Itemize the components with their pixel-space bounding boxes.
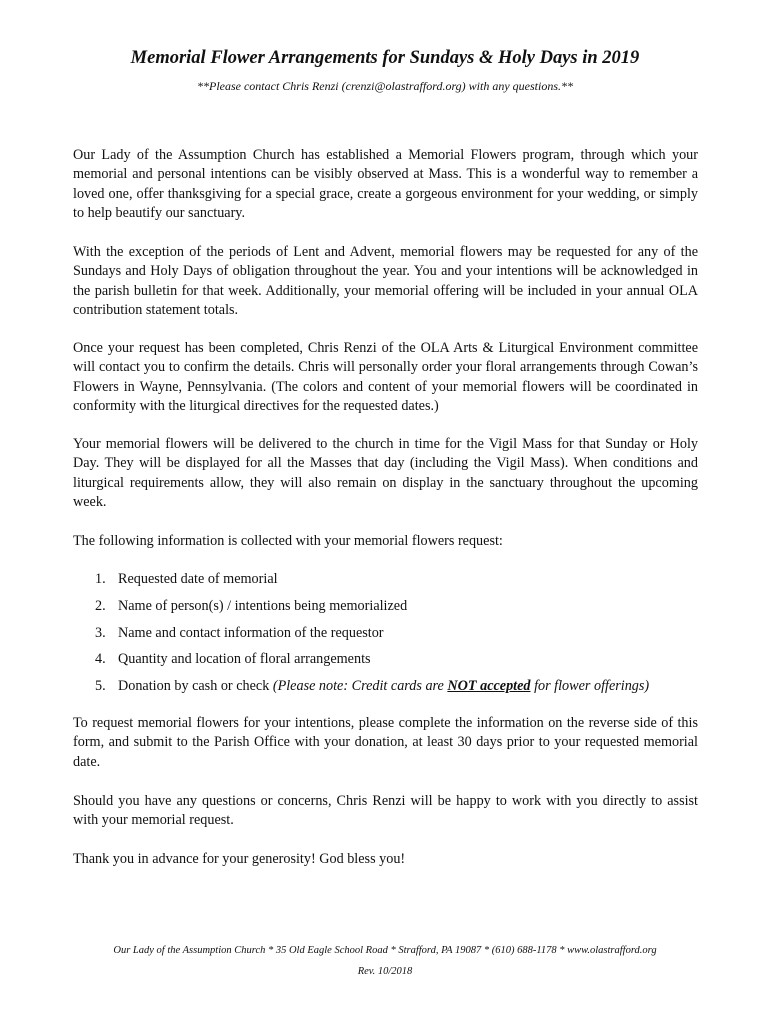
list-item — [95, 597, 715, 624]
info-intro-paragraph: The following information is collected with your memorial flowers request: — [73, 533, 503, 549]
church-address-footer: Our Lady of the Assumption Church * 35 Old Eagle School Road * Strafford, PA 19087 * (610) 688-1178 * www.olastrafford.org — [113, 945, 657, 956]
list-item — [95, 570, 715, 597]
availability-paragraph: With the exception of the periods of Lent and Advent, memorial flowers may be requested for any of the Sundays and Holy Days of obligation throughout the year. You and your intentions will be acknowledged in the parish bulletin for that week. Additionally, your memorial offering will be included in your annual OLA contribution statement totals. — [73, 244, 698, 319]
list-item-text: Donation by cash or check — [118, 678, 270, 695]
credit-card-note-suffix: for flower offerings) — [530, 678, 650, 695]
document-title: Memorial Flower Arrangements for Sundays & Holy Days in 2019 — [130, 48, 640, 68]
questions-paragraph: Should you have any questions or concerns, Chris Renzi will be happy to work with you directly to assist with your memorial request. — [73, 793, 698, 829]
list-item-text: Name of person(s) / intentions being memorialized — [118, 597, 408, 614]
list-item-number: 3. — [95, 624, 106, 641]
intro-paragraph: Our Lady of the Assumption Church has established a Memorial Flowers program, through which your memorial and personal intentions can be visibly observed at Mass. This is a wonderful way to remember a loved one, offer thanksgiving for a special grace, create a gorgeous environment for your wedding, or simply to help beautify our sanctuary. — [73, 147, 698, 222]
list-item — [95, 624, 715, 651]
list-item-number: 5. — [95, 678, 106, 695]
list-item-text: Requested date of memorial — [118, 571, 278, 587]
list-item-number: 2. — [95, 597, 106, 614]
confirmation-paragraph: Once your request has been completed, Chris Renzi of the OLA Arts & Liturgical Environment committee will contact you to confirm the details. Chris will personally order your floral arrangements through Cowan’s Flowers in Wayne, Pennsylvania. (The colors and content of your memorial flowers will be coordinated in conformity with the liturgical directives for the requested dates.) — [73, 340, 698, 415]
revision-date: Rev. 10/2018 — [357, 966, 413, 977]
credit-card-note — [273, 678, 649, 694]
list-item-text: Quantity and location of floral arrangements — [118, 651, 371, 668]
list-item-number: 1. — [95, 571, 106, 587]
list-item-text: Name and contact information of the requestor — [118, 624, 384, 641]
list-item — [95, 650, 715, 677]
thank-you-paragraph: Thank you in advance for your generosity! God bless you! — [73, 851, 406, 867]
request-instructions-paragraph: To request memorial flowers for your intentions, please complete the information on the reverse side of this form, and submit to the Parish Office with your donation, at least 30 days prior to your requested memorial date. — [73, 715, 698, 770]
required-info-list — [95, 570, 715, 704]
not-accepted-emphasis: NOT accepted — [447, 678, 531, 695]
delivery-paragraph: Your memorial flowers will be delivered to the church in time for the Vigil Mass for that Sunday or Holy Day. They will be displayed for all the Masses that day (including the Vigil Mass). When conditions and liturgical requirements allow, they will also remain on display in the sanctuary throughout the upcoming week. — [73, 436, 698, 511]
list-item-number: 4. — [95, 651, 106, 668]
list-item — [95, 677, 715, 704]
contact-note: **Please contact Chris Renzi (crenzi@olastrafford.org) with any questions.** — [196, 79, 573, 93]
credit-card-note-prefix: (Please note: Credit cards are — [272, 678, 448, 695]
